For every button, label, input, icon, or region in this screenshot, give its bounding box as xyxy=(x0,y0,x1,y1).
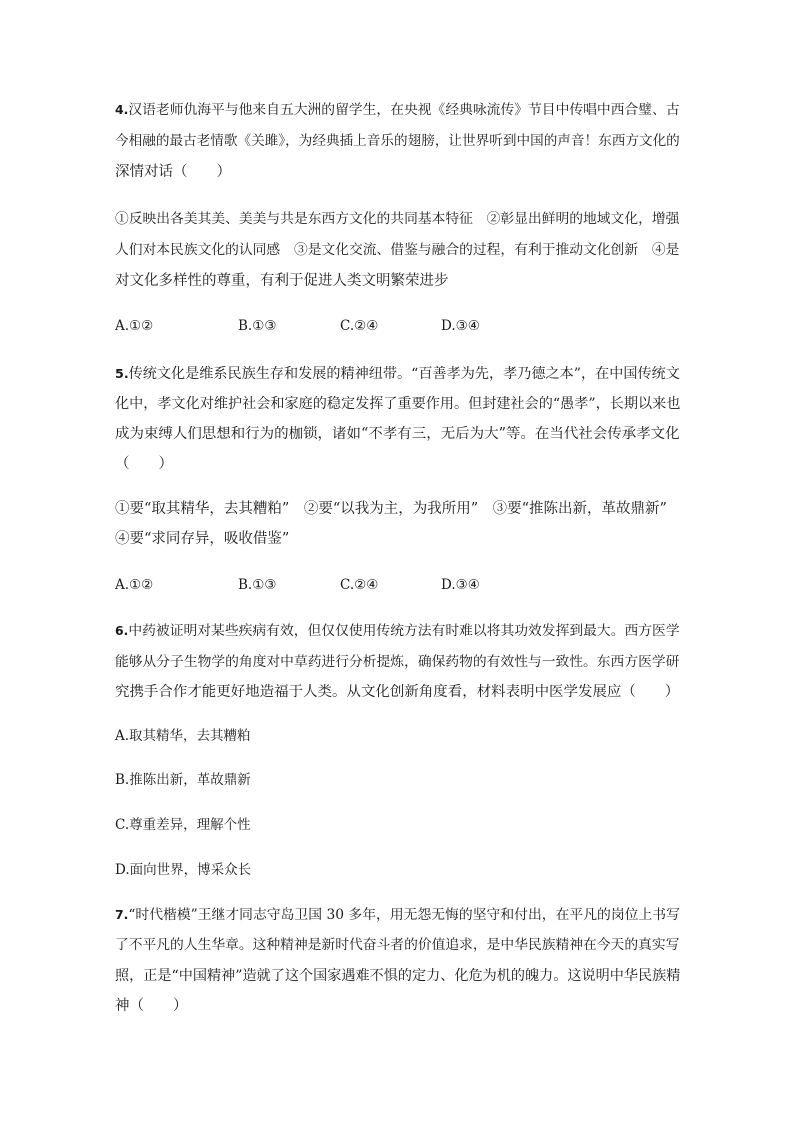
q4-line-2: 今相融的最古老情歌《关雎》，为经典插上音乐的翅膀，让世界听到中国的声音！东西方文化的 xyxy=(115,133,680,149)
q6-text-1: 中药被证明对某些疾病有效，但仅仅使用传统方法有时难以将其功效发挥到最大。西方医学 xyxy=(128,623,680,639)
q4-line-1 xyxy=(115,100,680,120)
q5-statement-1: ①要“取其精华，去其糟粕” ②要“以我为主，为我所用” ③要“推陈出新，革故鼎新” xyxy=(115,501,667,517)
q5-option-c[interactable]: C.②④ xyxy=(340,577,379,593)
q6-option-b[interactable]: B.推陈出新，革故鼎新 xyxy=(115,772,251,788)
q4-line-3: 深情对话（ ） xyxy=(115,164,231,180)
q7-line-2: 了不平凡的人生华章。这种精神是新时代奋斗者的价值追求，是中华民族精神在今天的真实写 xyxy=(115,937,680,953)
q6-option-d[interactable]: D.面向世界，博采众长 xyxy=(115,862,252,878)
q7-line-3: 照，正是“中国精神”造就了这个国家遇难不惧的定力、化危为机的魄力。这说明中华民族精 xyxy=(115,968,681,984)
q4-option-d[interactable]: D.③④ xyxy=(441,318,480,334)
q5-line-4: （ ） xyxy=(115,456,173,472)
q5-number: 5. xyxy=(115,366,129,381)
q4-text-1: 汉语老师仇海平与他来自五大洲的留学生，在央视《经典咏流传》节目中传唱中西合璧、古 xyxy=(128,102,680,118)
q6-option-a[interactable]: A.取其精华，去其糟粕 xyxy=(115,728,251,744)
q5-line-1 xyxy=(115,364,680,384)
q4-statement-1: ①反映出各美其美、美美与共是东西方文化的共同基本特征 ②彰显出鲜明的地域文化，增强 xyxy=(115,211,680,227)
q4-number: 4. xyxy=(115,102,129,117)
q6-option-c[interactable]: C.尊重差异，理解个性 xyxy=(115,817,251,833)
q5-line-3: 成为束缚人们思想和行为的枷锁，诸如“不孝有三，无后为大”等。在当代社会传承孝文化 xyxy=(115,426,680,442)
q7-text-1: “时代楷模”王继才同志守岛卫国 30 多年，用无怨无悔的坚守和付出，在平凡的岗位上书写 xyxy=(128,907,680,923)
q5-option-b[interactable]: B.①③ xyxy=(238,577,277,593)
q5-option-d[interactable]: D.③④ xyxy=(441,577,480,593)
q6-number: 6. xyxy=(115,623,129,638)
q5-option-a[interactable]: A.①② xyxy=(115,577,154,593)
q7-line-4: 神（ ） xyxy=(115,998,188,1014)
q5-statement-2: ④要“求同存异，吸收借鉴” xyxy=(115,531,290,547)
q4-option-c[interactable]: C.②④ xyxy=(340,318,379,334)
q5-text-1: 传统文化是维系民族生存和发展的精神纽带。“百善孝为先，孝乃德之本”，在中国传统文 xyxy=(128,366,680,382)
q7-number: 7. xyxy=(115,907,129,922)
q4-option-a[interactable]: A.①② xyxy=(115,318,154,334)
q4-statement-2: 人们对本民族文化的认同感 ③是文化交流、借鉴与融合的过程，有利于推动文化创新 ④是 xyxy=(115,242,680,258)
q6-line-1 xyxy=(115,621,680,641)
q7-line-1 xyxy=(115,905,680,925)
q4-statement-3: 对文化多样性的尊重，有利于促进人类文明繁荣进步 xyxy=(115,273,449,289)
q6-line-2: 能够从分子生物学的角度对中草药进行分析提炼，确保药物的有效性与一致性。东西方医学研 xyxy=(115,654,680,670)
q5-line-2: 化中，孝文化对维护社会和家庭的稳定发挥了重要作用。但封建社会的“愚孝”，长期以来也 xyxy=(115,396,681,412)
q6-line-3: 究携手合作才能更好地造福于人类。从文化创新角度看，材料表明中医学发展应（ ） xyxy=(115,684,680,700)
q4-option-b[interactable]: B.①③ xyxy=(238,318,277,334)
